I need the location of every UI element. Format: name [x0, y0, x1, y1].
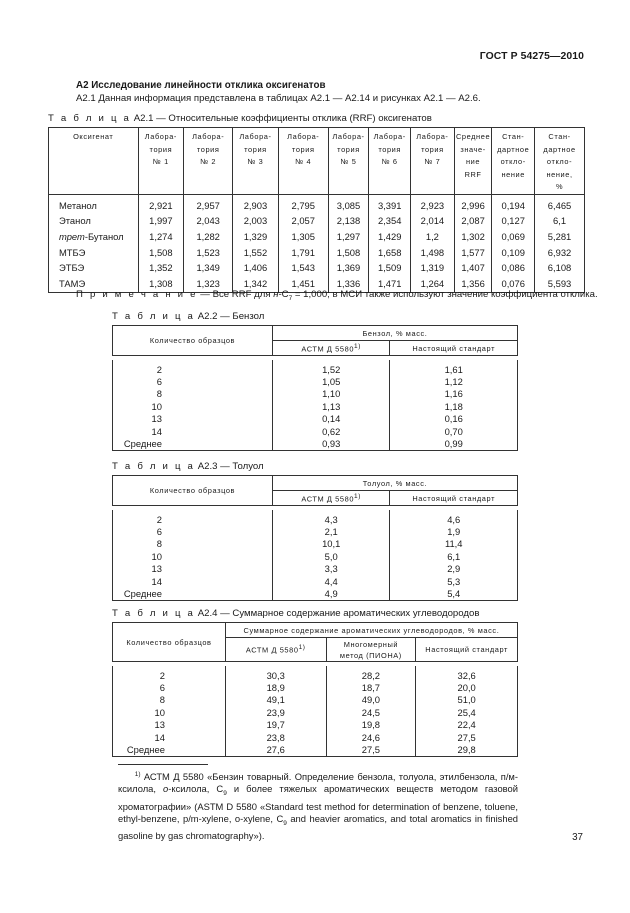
page-number: 37: [572, 832, 583, 843]
table1-header-cell: Лабора- тория № 3: [233, 128, 279, 195]
table-benzene: [112, 325, 518, 451]
value-cell: 0,076: [492, 276, 535, 292]
sample-count-cell: 8: [113, 538, 273, 550]
value-cell: 6,932: [535, 245, 585, 261]
value-cell: 1,342: [233, 276, 279, 292]
sample-count-cell: 8: [113, 388, 273, 400]
sample-count-cell: 6: [113, 682, 226, 694]
value-cell: 25,4: [416, 707, 518, 719]
sample-count-cell: 14: [113, 426, 273, 438]
sample-count-cell: 6: [113, 526, 273, 538]
value-cell: 1,352: [138, 260, 184, 276]
value-cell: 27,6: [225, 744, 326, 757]
table-row: [113, 426, 518, 438]
value-cell: 29,8: [416, 744, 518, 757]
value-cell: 2,057: [278, 213, 328, 229]
value-cell: 5,0: [272, 551, 390, 563]
col-group-toluene: Толуол, % масс.: [272, 476, 517, 491]
value-cell: 6,465: [535, 194, 585, 213]
footnote-separator: [118, 764, 208, 765]
value-cell: 0,086: [492, 260, 535, 276]
table4-caption: Т а б л и ц а А2.4 — Суммарное содержание ароматических углеводородов: [112, 608, 480, 619]
sample-count-cell: Среднее: [113, 438, 273, 451]
value-cell: 0,109: [492, 245, 535, 261]
value-cell: 3,085: [328, 194, 369, 213]
value-cell: 4,6: [390, 510, 518, 526]
table-row: [113, 388, 518, 400]
value-cell: 2,354: [369, 213, 411, 229]
value-cell: 1,791: [278, 245, 328, 261]
value-cell: 1,407: [454, 260, 492, 276]
value-cell: 49,0: [326, 694, 416, 706]
sample-count-cell: 2: [113, 360, 273, 376]
value-cell: 24,5: [326, 707, 416, 719]
sample-count-cell: 14: [113, 732, 226, 744]
table1-header-cell: Лабора- тория № 1: [138, 128, 184, 195]
sample-count-cell: 2: [113, 666, 226, 682]
table-row: [113, 526, 518, 538]
value-cell: 6,1: [390, 551, 518, 563]
value-cell: 5,4: [390, 588, 518, 601]
table-row: [113, 401, 518, 413]
value-cell: 23,9: [225, 707, 326, 719]
value-cell: 24,6: [326, 732, 416, 744]
value-cell: 1,509: [369, 260, 411, 276]
table-rrf-oxygenates: [48, 127, 585, 293]
table-row: [113, 719, 518, 731]
value-cell: 5,3: [390, 576, 518, 588]
value-cell: 19,8: [326, 719, 416, 731]
table-row: [113, 576, 518, 588]
value-cell: 23,8: [225, 732, 326, 744]
oxygenate-name: ЭТБЭ: [49, 260, 139, 276]
value-cell: 1,323: [184, 276, 233, 292]
table-row: [49, 229, 585, 245]
value-cell: 1,543: [278, 260, 328, 276]
value-cell: 1,471: [369, 276, 411, 292]
section-paragraph: А2.1 Данная информация представлена в таблицах А2.1 — А2.14 и рисунках А2.1 — А2.6.: [76, 93, 481, 104]
table1-header-cell: Оксигенат: [49, 128, 139, 195]
table1-note: П р и м е ч а н и е — Все RRF для $н-С_7 = 1,000$; в МСИ также используют значение коэффициента отклика.: [76, 289, 598, 302]
value-cell: 10,1: [272, 538, 390, 550]
value-cell: 51,0: [416, 694, 518, 706]
col-this-standard: Настоящий стандарт: [416, 638, 518, 662]
sample-count-cell: 13: [113, 563, 273, 575]
value-cell: 27,5: [326, 744, 416, 757]
value-cell: 0,62: [272, 426, 390, 438]
value-cell: 1,264: [411, 276, 455, 292]
value-cell: 18,9: [225, 682, 326, 694]
value-cell: 6,108: [535, 260, 585, 276]
value-cell: 1,05: [272, 376, 390, 388]
value-cell: 1,451: [278, 276, 328, 292]
value-cell: 2,138: [328, 213, 369, 229]
value-cell: 1,336: [328, 276, 369, 292]
sample-count-cell: 10: [113, 707, 226, 719]
value-cell: 1,9: [390, 526, 518, 538]
value-cell: 1,523: [184, 245, 233, 261]
value-cell: 27,5: [416, 732, 518, 744]
value-cell: 1,319: [411, 260, 455, 276]
value-cell: 1,18: [390, 401, 518, 413]
table-total-aromatics: [112, 622, 518, 757]
value-cell: 0,99: [390, 438, 518, 451]
value-cell: 0,127: [492, 213, 535, 229]
value-cell: 2,795: [278, 194, 328, 213]
oxygenate-name: Этанол: [49, 213, 139, 229]
table-row: [113, 666, 518, 682]
value-cell: 11,4: [390, 538, 518, 550]
table-row: [113, 588, 518, 601]
table1-header-cell: Лабора- тория № 7: [411, 128, 455, 195]
sample-count-cell: 8: [113, 694, 226, 706]
col-this-standard: Настоящий стандарт: [390, 341, 518, 356]
section-title: А2 Исследование линейности отклика оксигенатов: [76, 80, 326, 91]
value-cell: 1,10: [272, 388, 390, 400]
table-row: [49, 213, 585, 229]
value-cell: 20,0: [416, 682, 518, 694]
table-row: [113, 732, 518, 744]
value-cell: 1,16: [390, 388, 518, 400]
oxygenate-name: МТБЭ: [49, 245, 139, 261]
table-row: [113, 682, 518, 694]
value-cell: 1,552: [233, 245, 279, 261]
table1-header-cell: Лабора- тория № 2: [184, 128, 233, 195]
table-row: [49, 245, 585, 261]
value-cell: 28,2: [326, 666, 416, 682]
oxygenate-name: трет-Бутанол: [49, 229, 139, 245]
sample-count-cell: 6: [113, 376, 273, 388]
value-cell: 0,70: [390, 426, 518, 438]
value-cell: 0,93: [272, 438, 390, 451]
value-cell: 5,593: [535, 276, 585, 292]
value-cell: 0,16: [390, 413, 518, 425]
col-piona: Многомерный метод (ПИОНА): [326, 638, 416, 662]
table-row: [49, 194, 585, 213]
value-cell: 1,369: [328, 260, 369, 276]
oxygenate-name: ТАМЭ: [49, 276, 139, 292]
value-cell: 1,997: [138, 213, 184, 229]
value-cell: 2,043: [184, 213, 233, 229]
table3-caption: Т а б л и ц а А2.3 — Толуол: [112, 461, 264, 472]
value-cell: 0,14: [272, 413, 390, 425]
value-cell: 0,194: [492, 194, 535, 213]
table-toluene: [112, 475, 518, 601]
value-cell: 1,302: [454, 229, 492, 245]
table-row: [113, 510, 518, 526]
table1-header-cell: Стан- дартное откло- нение: [492, 128, 535, 195]
table-row: [113, 744, 518, 757]
table-row: [113, 538, 518, 550]
sample-count-cell: 10: [113, 401, 273, 413]
table-row: [113, 694, 518, 706]
table-row: [113, 413, 518, 425]
value-cell: 1,308: [138, 276, 184, 292]
value-cell: 1,498: [411, 245, 455, 261]
value-cell: 18,7: [326, 682, 416, 694]
value-cell: 1,349: [184, 260, 233, 276]
value-cell: 1,329: [233, 229, 279, 245]
table-row: [113, 360, 518, 376]
value-cell: 30,3: [225, 666, 326, 682]
value-cell: 1,2: [411, 229, 455, 245]
sample-count-cell: 13: [113, 413, 273, 425]
value-cell: 0,069: [492, 229, 535, 245]
value-cell: 1,61: [390, 360, 518, 376]
value-cell: 1,297: [328, 229, 369, 245]
value-cell: 4,4: [272, 576, 390, 588]
value-cell: 2,957: [184, 194, 233, 213]
value-cell: 1,282: [184, 229, 233, 245]
value-cell: 2,996: [454, 194, 492, 213]
table1-header-row: [49, 128, 585, 195]
table-row: [113, 551, 518, 563]
table-row: [113, 376, 518, 388]
value-cell: 4,9: [272, 588, 390, 601]
col-astm: АСТМ Д 5580$^{1)}$: [272, 341, 390, 356]
value-cell: 2,014: [411, 213, 455, 229]
table1-header-cell: Лабора- тория № 5: [328, 128, 369, 195]
value-cell: 2,923: [411, 194, 455, 213]
col-astm: АСТМ Д 5580$^{1)}$: [225, 638, 326, 662]
col-group-aromatics: Суммарное содержание ароматических углеводородов, % масс.: [225, 623, 517, 638]
sample-count-cell: 10: [113, 551, 273, 563]
table1-header-cell: Среднее значе- ние RRF: [454, 128, 492, 195]
value-cell: 1,305: [278, 229, 328, 245]
value-cell: 49,1: [225, 694, 326, 706]
value-cell: 1,508: [138, 245, 184, 261]
value-cell: 2,1: [272, 526, 390, 538]
col-sample-count: Количество образцов: [113, 326, 273, 356]
value-cell: 1,52: [272, 360, 390, 376]
value-cell: 1,508: [328, 245, 369, 261]
value-cell: 2,087: [454, 213, 492, 229]
value-cell: 2,921: [138, 194, 184, 213]
table1-header-cell: Лабора- тория № 6: [369, 128, 411, 195]
value-cell: 2,9: [390, 563, 518, 575]
sample-count-cell: Среднее: [113, 588, 273, 601]
table1-header-cell: Лабора- тория № 4: [278, 128, 328, 195]
value-cell: 2,903: [233, 194, 279, 213]
value-cell: 19,7: [225, 719, 326, 731]
value-cell: 1,429: [369, 229, 411, 245]
table-row: [113, 707, 518, 719]
col-astm: АСТМ Д 5580$^{1)}$: [272, 491, 390, 506]
col-group-benzene: Бензол, % масс.: [272, 326, 517, 341]
value-cell: 4,3: [272, 510, 390, 526]
col-sample-count: Количество образцов: [113, 623, 226, 662]
value-cell: 1,658: [369, 245, 411, 261]
col-sample-count: Количество образцов: [113, 476, 273, 506]
value-cell: 1,13: [272, 401, 390, 413]
value-cell: 1,12: [390, 376, 518, 388]
value-cell: 22,4: [416, 719, 518, 731]
value-cell: 3,391: [369, 194, 411, 213]
table-row: [113, 438, 518, 451]
value-cell: 2,003: [233, 213, 279, 229]
footnote: $^{1)}$ АСТМ Д 5580 «Бензин товарный. Определение бензола, толуола, этилбензола, п/м-ксилола, о-ксилола, $С_9$ и более тяжелых ароматических веществ методом газовой хроматографии» (ASTM D 5580 «Standard test method for determination of benzene, toluene, ethyl-benzene, p/m-xylene, o-xylene, $C_9$ and heavier aromatics, and total aromatics in finished gasoline by gas chromatography»).: [118, 771, 518, 842]
table-row: [113, 563, 518, 575]
value-cell: 1,274: [138, 229, 184, 245]
sample-count-cell: 2: [113, 510, 273, 526]
sample-count-cell: 14: [113, 576, 273, 588]
value-cell: 1,577: [454, 245, 492, 261]
table1-caption: Т а б л и ц а А2.1 — Относительные коэффициенты отклика (RRF) оксигенатов: [48, 113, 432, 124]
oxygenate-name: Метанол: [49, 194, 139, 213]
table1-header-cell: Стан- дартное откло- нение, %: [535, 128, 585, 195]
sample-count-cell: 13: [113, 719, 226, 731]
value-cell: 32,6: [416, 666, 518, 682]
value-cell: 1,356: [454, 276, 492, 292]
value-cell: 1,406: [233, 260, 279, 276]
value-cell: 3,3: [272, 563, 390, 575]
table-row: [49, 260, 585, 276]
value-cell: 5,281: [535, 229, 585, 245]
table2-caption: Т а б л и ц а А2.2 — Бензол: [112, 311, 265, 322]
col-this-standard: Настоящий стандарт: [390, 491, 518, 506]
standard-number: ГОСТ Р 54275—2010: [479, 51, 584, 62]
sample-count-cell: Среднее: [113, 744, 226, 757]
value-cell: 6,1: [535, 213, 585, 229]
